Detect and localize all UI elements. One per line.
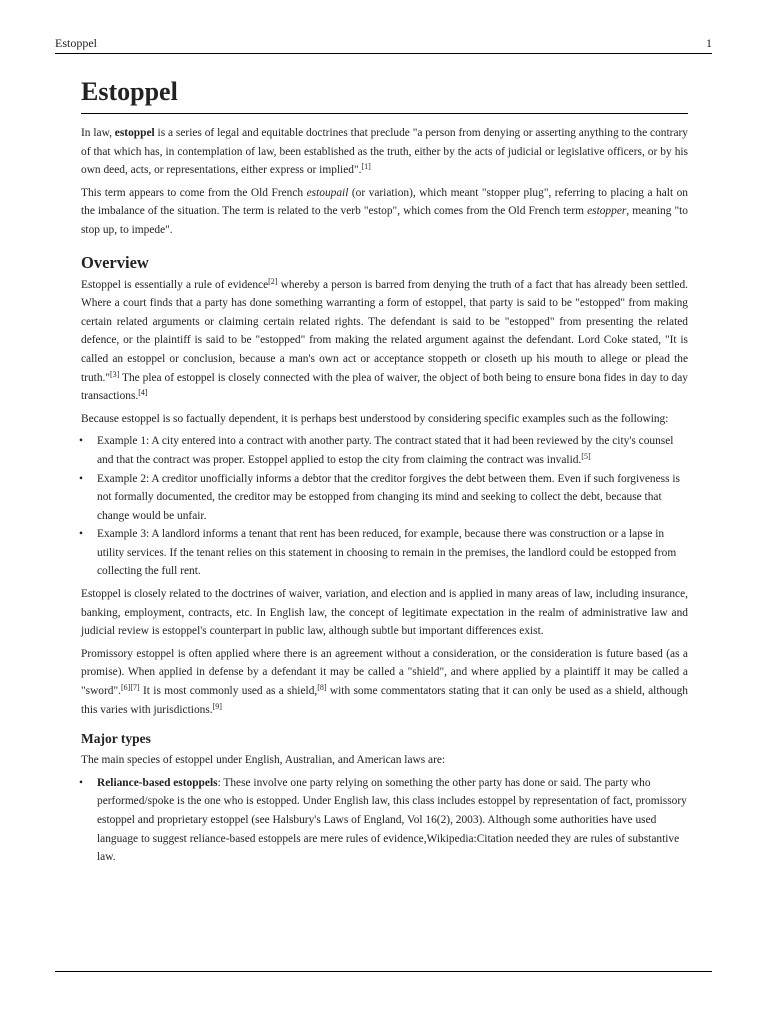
examples-list xyxy=(81,432,688,581)
text-run: Promissory estoppel is often applied where there is an agreement without a consideration, or the consideration is future based (as a promise). When applied in defense by a defendant it may be called a "shield", and where applied by a plaintiff it may be called a "sword". xyxy=(81,647,688,698)
running-header-title: Estoppel xyxy=(55,36,97,50)
term-estoppel: estoppel xyxy=(114,127,155,139)
text-run: The plea of estoppel is closely connected with the plea of waiver, the object of both being to ensure bona fides in day to day transactions. xyxy=(81,371,688,403)
text-run: It is most commonly used as a shield, xyxy=(139,685,318,698)
text-run: whereby a person is barred from denying the truth of a fact that has already been settled. Where a court finds that a party has done something warranting a form of estoppel, that party is said to be "estopped" from making certain related arguments or claiming certain related rights. The defendant is said to be "estopped" from presenting the related defence, or the plaintiff is said to be "estopped" from making the related argument against the defendant. Lord Coke stated, "It is called an estoppel or conclusion, because a man's own act or acceptance stoppeth or closeth up his mouth to allege or plead the truth." xyxy=(81,278,688,384)
header-divider xyxy=(55,53,712,54)
intro-paragraph-1 xyxy=(81,124,688,180)
citation-link[interactable]: [3] xyxy=(110,369,120,379)
major-types-intro: The main species of estoppel under English, Australian, and American laws are: xyxy=(81,754,446,767)
page-number: 1 xyxy=(706,36,712,50)
text-run: : These involve one party relying on something the other party has done or said. The party who performed/spoke is the one who is estopped. Under English law, this class includes estoppel by representation of fact, promissory estoppel and proprietary estoppel (see Halsbury's Laws of England, Vol 16(2), 2003). Although some authorities have used language to suggest reliance-based estoppels are mere rules of evidence,Wikipedia:Citation needed they are rules of substantive law. xyxy=(97,776,687,864)
overview-paragraph-4 xyxy=(81,645,688,719)
major-types-list xyxy=(81,774,688,867)
overview-paragraph-1 xyxy=(81,276,688,406)
citation-link[interactable]: [4] xyxy=(138,388,148,398)
section-heading-major-types: Major types xyxy=(81,731,151,747)
bullet-icon: • xyxy=(79,472,83,485)
footer-divider xyxy=(55,971,712,972)
text-run: is a series of legal and equitable doctrines that preclude "a person from denying or asserting anything to the contrary of that which has, in contemplation of law, been established as the truth, either by the acts of judicial or legislative officers, or by his own deed, acts, or representations, either express or implied". xyxy=(81,127,688,177)
intro-paragraph-2 xyxy=(81,184,688,240)
overview-paragraph-3: Estoppel is closely related to the doctrines of waiver, variation, and election and is applied in many areas of law, including insurance, banking, employment, contracts, etc. In English law, the concept of legitimate expectation in the realm of administrative law and judicial review is estoppel's counterpart in public law, although subtle but important differences exist. xyxy=(81,588,688,638)
term-estopper: estopper xyxy=(587,205,627,218)
citation-link[interactable]: [1] xyxy=(361,162,371,172)
article-body xyxy=(81,70,688,871)
citation-link[interactable]: [8] xyxy=(317,683,327,693)
term-reliance-based-estoppels: Reliance-based estoppels xyxy=(97,776,218,789)
text-run: This term appears to come from the Old French xyxy=(81,186,307,199)
citation-link[interactable]: [9] xyxy=(212,701,222,711)
article-title: Estoppel xyxy=(81,74,688,114)
overview-paragraph-2: Because estoppel is so factually dependent, it is perhaps best understood by considering specific examples such as the following: xyxy=(81,412,669,425)
citation-link[interactable]: [5] xyxy=(581,451,591,461)
list-item xyxy=(81,470,688,526)
list-item xyxy=(81,432,688,469)
text-run: Example 2: A creditor unofficially informs a debtor that the creditor forgives the debt between them. Even if such forgiveness is not formally documented, the creditor may be estopped from changing its mind and seeking to collect the debt, because that change would be unfair. xyxy=(97,472,680,522)
text-run: Example 1: A city entered into a contract with another party. The contract stated that it had been reviewed by the city's counsel and that the contract was proper. Estoppel applied to estop the city from claiming the contract was invalid. xyxy=(97,435,674,466)
text-run: Estoppel is essentially a rule of evidence xyxy=(81,278,269,291)
citation-link[interactable]: [2] xyxy=(268,276,278,286)
bullet-icon: • xyxy=(79,776,83,789)
text-run: with some commentators stating that it can only be used as a shield, although this varies with jurisdictions. xyxy=(81,685,688,716)
text-run: Example 3: A landlord informs a tenant that rent has been reduced, for example, because there was construction or a lapse in utility services. If the tenant relies on this statement in choosing to remain in the premises, the landlord could be estopped from collecting the full rent. xyxy=(97,528,677,578)
text-run: (or variation), which meant "stopper plug", referring to placing a halt on the imbalance of the situation. The term is related to the verb "estop", which comes from the Old French term xyxy=(81,186,688,218)
term-estoupail: estoupail xyxy=(306,186,349,199)
section-heading-overview: Overview xyxy=(81,252,149,272)
text-run: In law, xyxy=(81,127,115,139)
bullet-icon: • xyxy=(79,435,83,448)
list-item xyxy=(81,525,688,581)
citation-link[interactable]: [6][7] xyxy=(121,683,140,693)
text-run: , meaning "to stop up, to impede". xyxy=(81,205,689,236)
list-item xyxy=(81,774,688,867)
bullet-icon: • xyxy=(79,528,83,541)
